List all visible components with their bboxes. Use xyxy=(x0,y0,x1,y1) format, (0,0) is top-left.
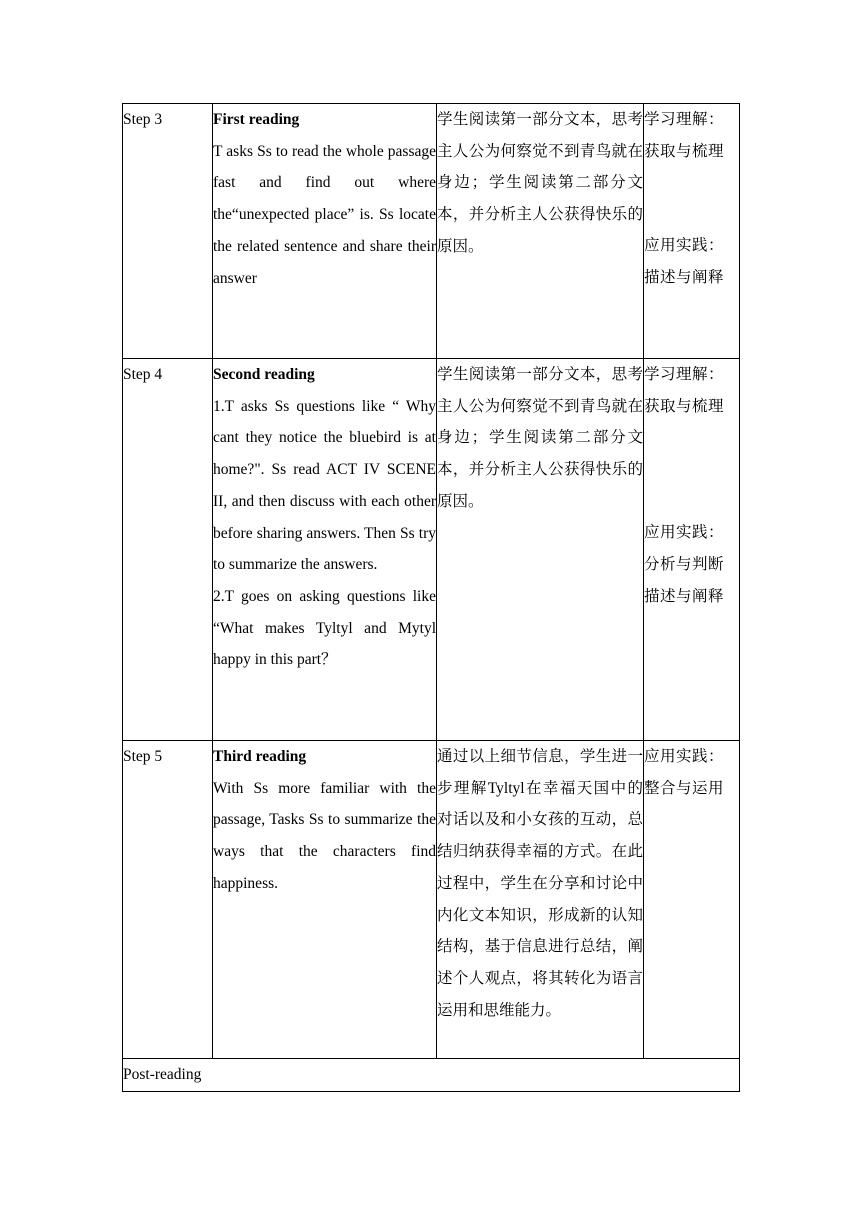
step-label: Step 4 xyxy=(123,359,213,741)
competency-level: 学习理解： xyxy=(644,111,725,128)
competency-level: 学习理解： xyxy=(644,366,725,383)
intent-text: 通过以上细节信息，学生进一步理解Tyltyl在幸福天国中的对话以及和小女孩的互动，总结归纳获得幸福的方式。在此过程中，学生在分享和讨论中内化文本知识，形成新的认知结构，基于信息进行总结，阐述个人观点，将其转化为语言运用和思维能力。 xyxy=(437,748,643,1019)
intent-cell xyxy=(437,104,644,359)
intent-cell xyxy=(437,359,644,741)
activity-title: Second reading xyxy=(213,366,315,383)
table-row xyxy=(123,741,740,1059)
activity-title: Third reading xyxy=(213,748,307,765)
competency-cell xyxy=(644,359,740,741)
activity-title: First reading xyxy=(213,111,300,128)
competency-level: 应用实践： xyxy=(644,748,725,765)
competency-level: 应用实践： xyxy=(644,237,725,255)
competency-skill: 获取与梳理 xyxy=(644,397,725,415)
table-row xyxy=(123,359,740,741)
intent-text: 学生阅读第一部分文本，思考主人公为何察觉不到青鸟就在身边；学生阅读第二部分文本，并分析主人公获得快乐的原因。 xyxy=(437,111,643,255)
activity-text: With Ss more familiar with the passage, Tasks Ss to summarize the ways that the characters find happiness. xyxy=(213,779,436,892)
competency-cell xyxy=(644,104,740,359)
activity-text: 1.T asks Ss questions like “ Why cant they notice the bluebird is at home?". Ss read ACT IV SCENE II, and then discuss with each other before sharing answers. Then Ss try to summarize the answers. xyxy=(213,397,436,574)
intent-text: 学生阅读第一部分文本，思考主人公为何察觉不到青鸟就在身边；学生阅读第二部分文本，并分析主人公获得快乐的原因。 xyxy=(437,366,643,510)
activity-text: T asks Ss to read the whole passage fast and find out where the“unexpected place” is. Ss locate the related sentence and share their answer xyxy=(213,142,436,287)
step-label: Step 3 xyxy=(123,104,213,359)
activity-cell xyxy=(213,359,437,741)
activity-text: 2.T goes on asking questions like “What makes Tyltyl and Mytyl happy in this part？ xyxy=(213,587,436,669)
table-row xyxy=(123,104,740,359)
competency-skill: 描述与阐释 xyxy=(644,269,725,287)
lesson-plan-table xyxy=(122,103,740,1092)
competency-skill: 分析与判断 xyxy=(644,556,725,574)
competency-skill: 整合与运用 xyxy=(644,779,725,797)
step-label: Step 5 xyxy=(123,741,213,1059)
intent-cell xyxy=(437,741,644,1059)
competency-skill: 描述与阐释 xyxy=(644,587,725,605)
competency-level: 应用实践： xyxy=(644,524,725,542)
table-row xyxy=(123,1059,740,1092)
competency-skill: 获取与梳理 xyxy=(644,142,725,160)
competency-cell xyxy=(644,741,740,1059)
activity-cell xyxy=(213,741,437,1059)
section-footer: Post-reading xyxy=(123,1059,740,1092)
activity-cell xyxy=(213,104,437,359)
